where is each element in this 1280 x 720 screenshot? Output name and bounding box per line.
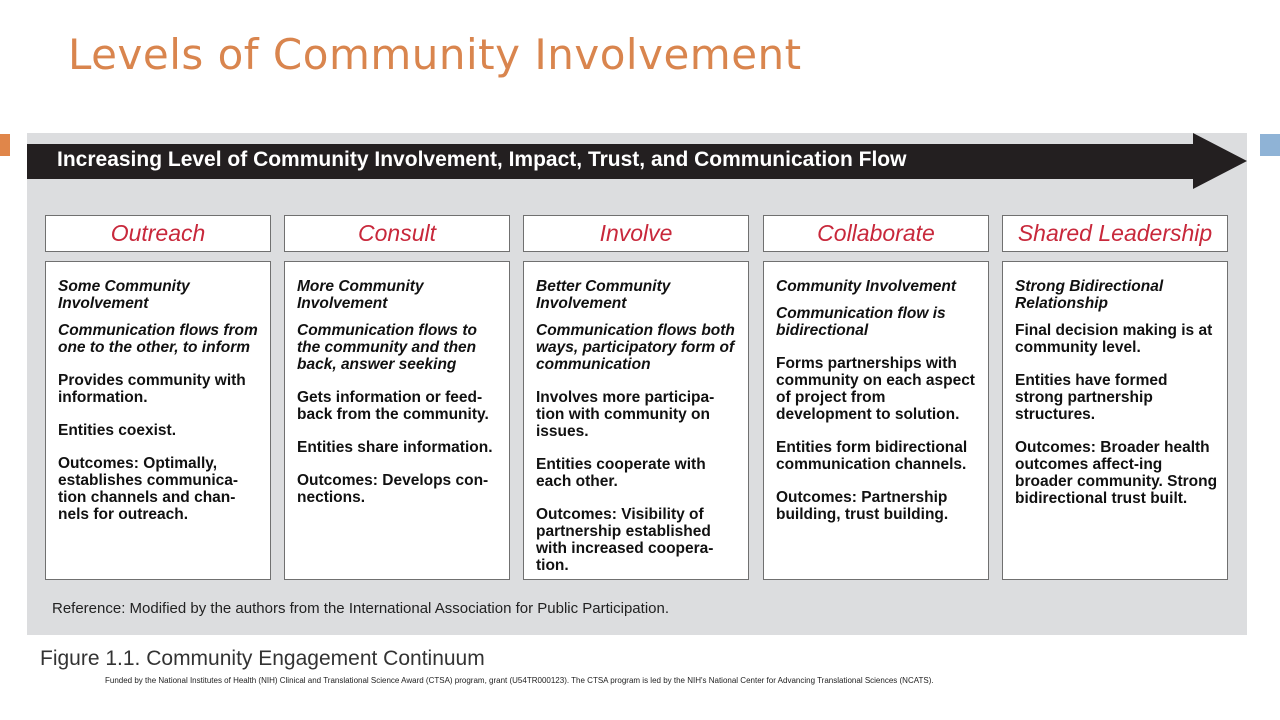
column-heading-5: Shared Leadership <box>1002 215 1228 252</box>
column-body-5 <box>1002 261 1228 580</box>
column-paragraph: Outcomes: Develops con-nections. <box>297 472 489 506</box>
column-paragraph: Entities cooperate with each other. <box>536 456 706 490</box>
column-heading-1: Outreach <box>45 215 271 252</box>
column-paragraph: Entities coexist. <box>58 422 177 439</box>
column-paragraph: Some Community Involvement <box>58 278 190 312</box>
column-paragraph: Entities form bidirectional communication channels. <box>776 439 968 473</box>
column-paragraph: Communication flows from one to the other, to inform <box>58 322 258 356</box>
column-paragraph: Communication flow is bidirectional <box>776 305 946 339</box>
funding-note: Funded by the National Institutes of Health (NIH) Clinical and Translational Science Award (CTSA) program, grant (U54TR000123). The CTSA program is led by the NIH's National Center for Advancing Translational Sciences (NCATS). <box>105 676 934 685</box>
column-paragraph: Communication flows both ways, participatory form of communication <box>536 322 735 373</box>
column-paragraph: Forms partnerships with community on each aspect of project from development to solution. <box>776 355 975 423</box>
column-paragraph: Community Involvement <box>776 278 956 295</box>
column-body-4 <box>763 261 989 580</box>
column-heading-3: Involve <box>523 215 749 252</box>
column-paragraph: Strong Bidirectional Relationship <box>1015 278 1164 312</box>
column-heading-2: Consult <box>284 215 510 252</box>
figure-caption: Figure 1.1. Community Engagement Continuum <box>40 647 485 670</box>
column-body-3 <box>523 261 749 580</box>
column-paragraph: Provides community with information. <box>58 372 246 406</box>
column-paragraph: Outcomes: Visibility of partnership established with increased coopera-tion. <box>536 506 714 574</box>
column-paragraph: Final decision making is at community level. <box>1015 322 1213 356</box>
column-paragraph: Gets information or feed-back from the community. <box>297 389 489 423</box>
column-body-1 <box>45 261 271 580</box>
column-paragraph: Entities have formed strong partnership structures. <box>1015 372 1168 423</box>
column-paragraph: More Community Involvement <box>297 278 424 312</box>
column-paragraph: Outcomes: Broader health outcomes affect-ing broader community. Strong bidirectional trust built. <box>1015 439 1218 507</box>
accent-bar-right <box>1260 134 1280 156</box>
column-paragraph: Outcomes: Optimally, establishes communica-tion channels and chan-nels for outreach. <box>58 455 239 523</box>
column-paragraph: Communication flows to the community and then back, answer seeking <box>297 322 477 373</box>
column-paragraph: Involves more participa-tion with community on issues. <box>536 389 715 440</box>
accent-bar-left <box>0 134 10 156</box>
column-heading-4: Collaborate <box>763 215 989 252</box>
reference-note: Reference: Modified by the authors from the International Association for Public Participation. <box>52 600 669 617</box>
arrow-label: Increasing Level of Community Involvement, Impact, Trust, and Communication Flow <box>57 148 907 171</box>
column-paragraph: Better Community Involvement <box>536 278 671 312</box>
column-body-2 <box>284 261 510 580</box>
column-paragraph: Outcomes: Partnership building, trust building. <box>776 489 949 523</box>
column-paragraph: Entities share information. <box>297 439 493 456</box>
slide-title: Levels of Community Involvement <box>68 30 802 79</box>
